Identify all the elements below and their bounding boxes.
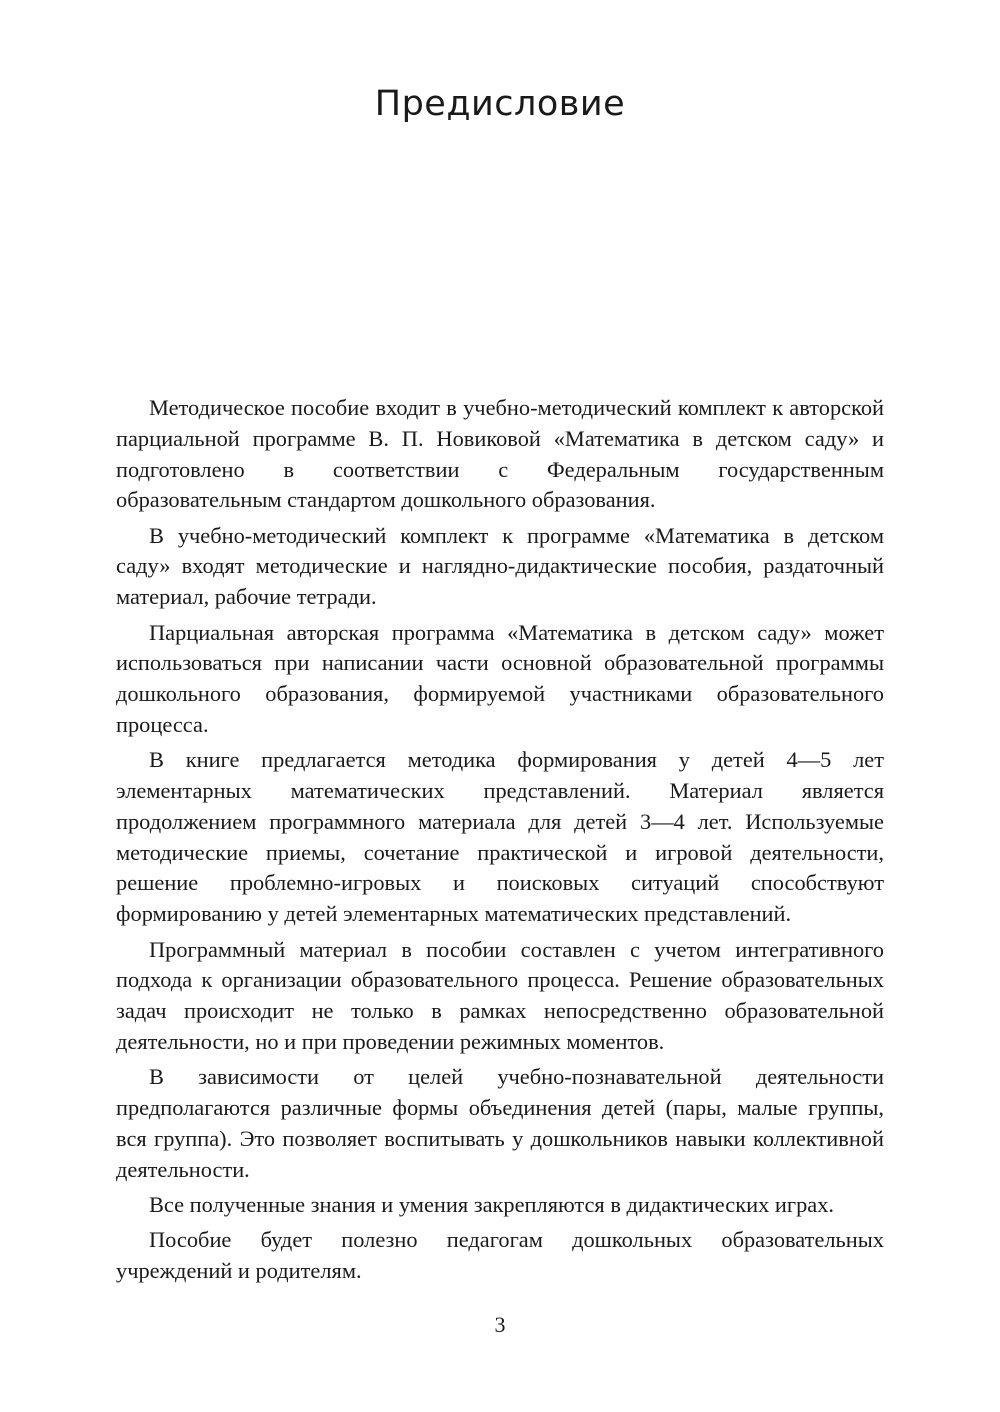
paragraph-2: В учебно-методический комплект к программе «Математика в детском саду» входят методические и наглядно-дидактические пособия, раздаточный материал, рабочие тетради. bbox=[116, 522, 884, 610]
preface-body bbox=[116, 393, 884, 1291]
paragraph-7: Все полученные знания и умения закрепляются в дидактических играх. bbox=[149, 1191, 834, 1217]
paragraph-4: В книге предлагается методика формирования у детей 4—5 лет элементарных математических представлений. Материал является продолжением программного материала для детей 3—4 лет. Используемые методические приемы, сочетание практической и игровой деятельности, решение проблемно-игровых и поисковых ситуаций способствуют формированию у детей элементарных математических представлений. bbox=[116, 747, 884, 927]
paragraph-8: Пособие будет полезно педагогам дошкольных образовательных учреждений и родителям. bbox=[116, 1227, 884, 1284]
page-title: Предисловие bbox=[374, 84, 626, 124]
paragraph-5: Программный материал в пособии составлен с учетом интегративного подхода к организации образовательного процесса. Решение образовательных задач происходит не только в рамках непосредственно образовательной деятельности, но и при проведении режимных моментов. bbox=[116, 936, 884, 1054]
paragraph-3: Парциальная авторская программа «Математика в детском саду» может использоваться при написании части основной образовательной программы дошкольного образования, формируемой участниками образовательного процесса. bbox=[116, 619, 884, 737]
page-number: 3 bbox=[494, 1312, 506, 1337]
paragraph-6: В зависимости от целей учебно-познавательной деятельности предполагаются различные формы объединения детей (пары, малые группы, вся группа). Это позволяет воспитывать у дошкольников навыки коллективной деятельности. bbox=[116, 1064, 884, 1182]
paragraph-1: Методическое пособие входит в учебно-методический комплект к авторской парциальной программе В. П. Новиковой «Математика в детском саду» и подготовлено в соответствии с Федеральным государственным образовательным стандартом дошкольного образования. bbox=[116, 395, 884, 513]
